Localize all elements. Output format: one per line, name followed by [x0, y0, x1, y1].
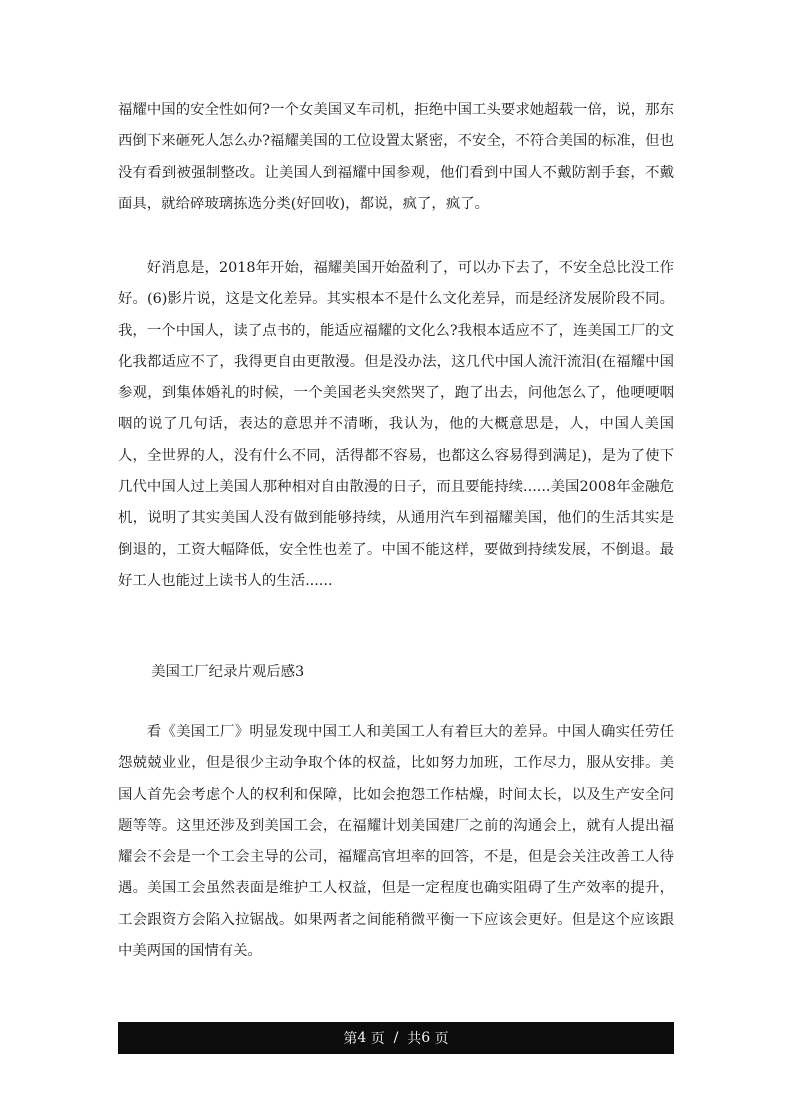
footer-total-suffix: 页 [434, 1031, 449, 1047]
paragraph-safety: 福耀中国的安全性如何?一个女美国叉车司机，拒绝中国工头要求她超载一倍，说，那东西倒下来砸死人怎么办?福耀美国的工位设置太紧密，不安全，不符合美国的标准，但也没有看到被强制整改。让美国人到福耀中国参观，他们看到中国人不戴防割手套，不戴面具，就给碎玻璃拣选分类(好回收)，都说，疯了，疯了。 [118, 102, 674, 212]
paragraph-culture: 好消息是，2018年开始，福耀美国开始盈利了，可以办下去了，不安全总比没工作好。(6)影片说，这是文化差异。其实根本不是什么文化差异，而是经济发展阶段不同。我，一个中国人，读了点书的，能适应福耀的文化么?我根本适应不了，连美国工厂的文化我都适应不了，我得更自由更散漫。但是没办法，这几代中国人流汗流泪(在福耀中国参观，到集体婚礼的时候，一个美国老头突然哭了，跑了出去，问他怎么了，他哽哽咽咽的说了几句话，表达的意思并不清晰，我认为，他的大概意思是，人，中国人美国人，全世界的人，没有什么不同，活得都不容易，也都这么容易得到满足)，是为了使下几代中国人过上美国人那种相对自由散漫的日子，而且要能持续......美国2008年金融危机，说明了其实美国人没有做到能够持续，从通用汽车到福耀美国，他们的生活其实是倒退的，工资大幅降低，安全性也差了。中国不能这样，要做到持续发展，不倒退。最好工人也能过上读书人的生活...... [118, 260, 674, 589]
footer-total-prefix: 共 [407, 1031, 422, 1047]
paragraph-workers: 看《美国工厂》明显发现中国工人和美国工人有着巨大的差异。中国人确实任劳任怨兢兢业业，但是很少主动争取个体的权益，比如努力加班，工作尽力，服从安排。美国人首先会考虑个人的权利和保障，比如会抱怨工作枯燥，时间太长，以及生产安全问题等等。这里还涉及到美国工会，在福耀计划美国建厂之前的沟通会上，就有人提出福耀会不会是一个工会主导的公司，福耀高官坦率的回答，不是，但是会关注改善工人待遇。美国工会虽然表面是维护工人权益，但是一定程度也确实阻碍了生产效率的提升，工会跟资方会陷入拉锯战。如果两者之间能稍微平衡一下应该会更好。但是这个应该跟中美两国的国情有关。 [118, 724, 674, 960]
footer-page-suffix: 页 [370, 1031, 385, 1047]
footer-current-page: 4 [357, 1030, 367, 1046]
footer-prefix: 第 [343, 1031, 358, 1047]
footer-separator: / [393, 1030, 399, 1046]
footer-total-pages: 6 [421, 1030, 431, 1046]
section-heading: 美国工厂纪录片观后感3 [151, 664, 305, 680]
page-footer [118, 1022, 674, 1054]
